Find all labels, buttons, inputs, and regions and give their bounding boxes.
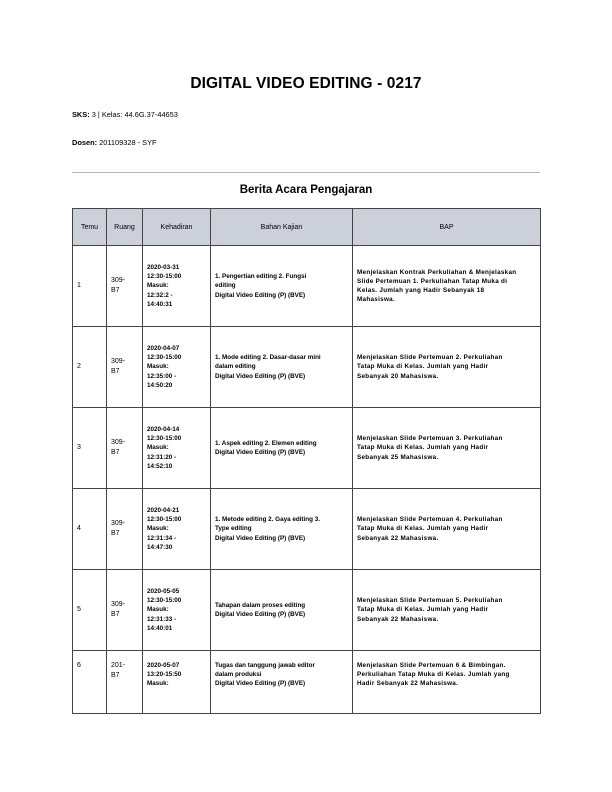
sks-label: SKS: (72, 110, 90, 119)
cell-kehadiran (143, 570, 211, 651)
table-row (73, 489, 541, 570)
bap-line: Hadir Sebanyak 22 Mahasiswa. (357, 680, 459, 688)
kehadiran-line: 2020-05-05 (147, 588, 180, 596)
bahan-line: 1. Metode editing 2. Gaya editing 3. (215, 516, 320, 524)
cell-kehadiran (143, 651, 211, 714)
kehadiran-line: 12:30-15:00 (147, 273, 182, 281)
divider (72, 172, 540, 173)
ruang-line: 201- (111, 662, 126, 669)
kehadiran-line: 12:30-15:00 (147, 597, 182, 605)
kehadiran-line: 12:30-15:00 (147, 435, 182, 443)
cell-ruang (107, 408, 143, 489)
ruang-line: B7 (111, 611, 120, 618)
bap-line: Mahasiswa. (357, 296, 395, 304)
header-kehadiran: Kehadiran (143, 209, 211, 246)
cell-temu: 3 (73, 408, 107, 489)
bahan-line: Tugas dan tanggung jawab editor (215, 662, 315, 669)
dosen-label: Dosen: (72, 138, 98, 147)
bap-line: Menjelaskan Slide Pertemuan 4. Perkuliahan (357, 516, 503, 524)
cell-temu: 5 (73, 570, 107, 651)
kehadiran-line: 13:20-15:50 (147, 671, 182, 679)
bap-line: Tatap Muka di Kelas. Jumlah yang Hadir (357, 606, 489, 614)
cell-ruang (107, 246, 143, 327)
sks-value: 3 | Kelas: 44.6G.37-44653 (91, 110, 178, 119)
table-row (73, 246, 541, 327)
bap-line: Menjelaskan Slide Pertemuan 2. Perkuliahan (357, 354, 503, 362)
bap-line: Tatap Muka di Kelas. Jumlah yang Hadir (357, 363, 489, 371)
bap-line: Sebanyak 22 Mahasiswa. (357, 534, 439, 542)
bahan-line: Tahapan dalam proses editing (215, 601, 306, 609)
bap-line: Kelas. Jumlah yang Hadir Sebanyak 18 (357, 287, 485, 294)
bahan-line: Digital Video Editing (P) (BVE) (215, 611, 306, 618)
cell-ruang (107, 327, 143, 408)
table-row (73, 651, 541, 714)
bahan-line: dalam produksi (215, 671, 262, 679)
cell-bahan-kajian (211, 489, 353, 570)
cell-temu: 6 (73, 651, 107, 714)
bahan-line: 1. Mode editing 2. Dasar-dasar mini (215, 354, 321, 362)
kehadiran-line: 12:35:00 - (147, 372, 177, 380)
bap-line: Tatap Muka di Kelas. Jumlah yang Hadir (357, 444, 489, 452)
lecturer-info (72, 138, 157, 147)
kehadiran-line: 14:50:20 (147, 381, 173, 389)
header-bap: BAP (353, 209, 541, 246)
cell-kehadiran (143, 408, 211, 489)
cell-bahan-kajian (211, 651, 353, 714)
table-header-row (73, 209, 541, 246)
cell-kehadiran (143, 327, 211, 408)
ruang-line: 309- (111, 438, 126, 446)
course-info (72, 110, 178, 119)
cell-temu: 4 (73, 489, 107, 570)
bahan-line: Digital Video Editing (P) (BVE) (215, 372, 306, 380)
cell-bahan-kajian (211, 408, 353, 489)
kehadiran-line: 2020-04-07 (147, 345, 180, 353)
ruang-line: 309- (111, 276, 126, 284)
cell-bap (353, 246, 541, 327)
cell-ruang (107, 570, 143, 651)
cell-bap (353, 489, 541, 570)
page-title: DIGITAL VIDEO EDITING - 0217 (190, 75, 422, 92)
bap-line: Menjelaskan Kontrak Perkuliahan & Menjelaskan (357, 268, 517, 276)
bap-line: Menjelaskan Slide Pertemuan 6 & Bimbingan. (357, 662, 506, 669)
bap-line: Sebanyak 25 Mahasiswa. (357, 453, 439, 461)
cell-temu: 1 (73, 246, 107, 327)
cell-ruang (107, 489, 143, 570)
ruang-line: 309- (111, 519, 126, 527)
ruang-line: B7 (111, 530, 120, 537)
kehadiran-line: 14:52:10 (147, 462, 173, 470)
ruang-line: B7 (111, 368, 120, 375)
kehadiran-line: Masuk: (147, 363, 169, 371)
kehadiran-line: Masuk: (147, 282, 169, 290)
kehadiran-line: Masuk: (147, 680, 169, 688)
kehadiran-line: 12:31:34 - (147, 534, 177, 542)
bahan-line: Digital Video Editing (P) (BVE) (215, 449, 306, 456)
kehadiran-line: Masuk: (147, 525, 169, 533)
cell-bahan-kajian (211, 327, 353, 408)
bahan-line: 1. Pengertian editing 2. Fungsi (215, 273, 307, 281)
kehadiran-line: 12:30-15:00 (147, 354, 182, 362)
header-temu: Temu (73, 209, 107, 246)
cell-bap (353, 570, 541, 651)
bahan-line: Digital Video Editing (P) (BVE) (215, 534, 306, 542)
header-bahan-kajian: Bahan Kajian (211, 209, 353, 246)
header-ruang: Ruang (107, 209, 143, 246)
table-row (73, 327, 541, 408)
kehadiran-line: 2020-03-31 (147, 264, 180, 272)
bap-line: Sebanyak 22 Mahasiswa. (357, 615, 439, 623)
bap-line: Menjelaskan Slide Pertemuan 3. Perkuliahan (357, 435, 503, 443)
table-row (73, 408, 541, 489)
cell-ruang (107, 651, 143, 714)
ruang-line: B7 (111, 449, 120, 456)
bahan-line: editing (215, 282, 236, 290)
kehadiran-line: 2020-04-14 (147, 426, 180, 434)
kehadiran-line: 14:40:31 (147, 300, 173, 308)
dosen-value: 201109328 - SYF (99, 138, 157, 147)
kehadiran-line: 12:30-15:00 (147, 516, 182, 524)
table-row (73, 570, 541, 651)
cell-kehadiran (143, 246, 211, 327)
bap-line: Menjelaskan Slide Pertemuan 5. Perkuliahan (357, 597, 503, 605)
cell-bap (353, 651, 541, 714)
kehadiran-line: 2020-05-07 (147, 662, 180, 669)
kehadiran-line: 12:32:2 - (147, 291, 173, 299)
bap-line: Sebanyak 20 Mahasiswa. (357, 372, 439, 380)
kehadiran-line: 2020-04-21 (147, 507, 180, 515)
cell-bahan-kajian (211, 570, 353, 651)
ruang-line: 309- (111, 600, 126, 608)
bahan-line: Type editing (215, 525, 252, 533)
bap-line: Tatap Muka di Kelas. Jumlah yang Hadir (357, 525, 489, 533)
bahan-line: dalam editing (215, 363, 256, 371)
cell-bap (353, 408, 541, 489)
bahan-line: 1. Aspek editing 2. Elemen editing (215, 439, 317, 447)
cell-temu: 2 (73, 327, 107, 408)
ruang-line: 309- (111, 357, 126, 365)
bap-line: Perkuliahan Tatap Muka di Kelas. Jumlah yang (357, 671, 510, 679)
cell-bahan-kajian (211, 246, 353, 327)
kehadiran-line: 14:40:01 (147, 624, 173, 632)
cell-kehadiran (143, 489, 211, 570)
bahan-line: Digital Video Editing (P) (BVE) (215, 291, 306, 299)
bahan-line: Digital Video Editing (P) (BVE) (215, 680, 306, 688)
section-title: Berita Acara Pengajaran (239, 184, 373, 196)
teaching-report-table (72, 208, 541, 714)
kehadiran-line: 14:47:30 (147, 543, 173, 551)
kehadiran-line: Masuk: (147, 444, 169, 452)
kehadiran-line: 12:31:33 - (147, 615, 177, 623)
ruang-line: B7 (111, 287, 120, 294)
ruang-line: B7 (111, 672, 120, 680)
kehadiran-line: 12:31:20 - (147, 453, 177, 461)
bap-line: Slide Pertemuan 1. Perkuliahan Tatap Muka di (357, 277, 508, 285)
cell-bap (353, 327, 541, 408)
kehadiran-line: Masuk: (147, 606, 169, 614)
